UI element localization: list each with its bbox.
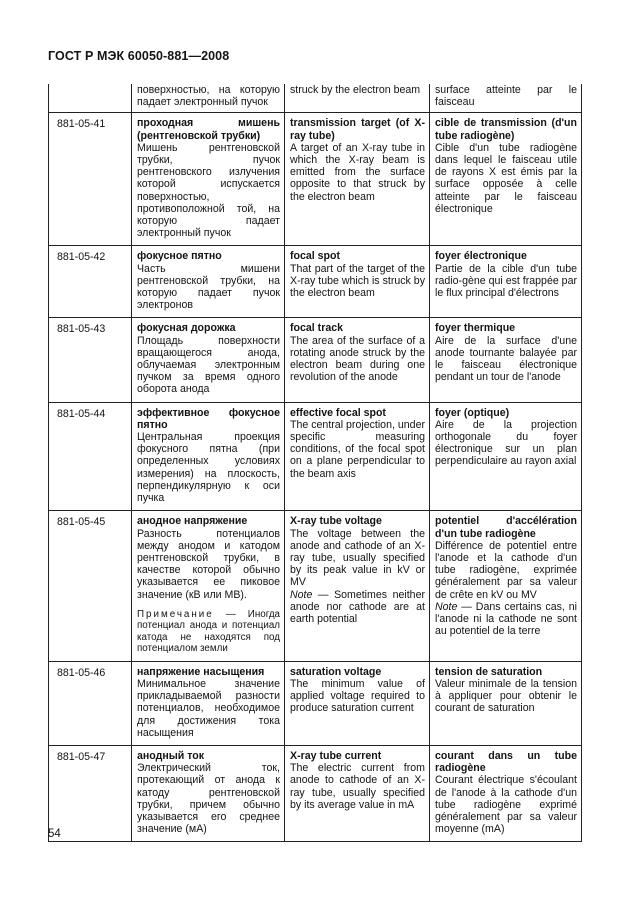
- fr-cell: [430, 246, 582, 318]
- en-note-label: Note: [290, 588, 313, 601]
- ru-definition: Часть мишени рентгеновской трубки, на которую падает пучок электронов: [137, 262, 280, 312]
- en-definition: The electric current from anode to cathode of an X-ray tube, usually specified by its average value in mA: [290, 762, 425, 811]
- page-number: 54: [48, 828, 61, 840]
- fr-cell: surface atteinte par le faisceau: [430, 84, 582, 113]
- entry-code: 881-05-46: [49, 661, 132, 745]
- ru-definition: Электрический ток, протекающий от анода к катоду рентгеновской трубки, причем обычно указывается его среднее значение (мА): [137, 762, 280, 836]
- entry-row: [49, 511, 582, 661]
- fr-cell: [430, 402, 582, 511]
- fr-cell: [430, 318, 582, 402]
- ru-term: проходная мишень (рентгеновской трубки): [137, 117, 280, 142]
- fr-definition: Cible d'un tube radiogène dans lequel le faisceau utile de rayons X est émis par la surface opposée à celle atteinte par le faisceau électronique: [435, 141, 577, 215]
- en-definition: That part of the target of the X-ray tube which is struck by the electron beam: [290, 262, 425, 300]
- entry-row: [49, 246, 582, 318]
- fr-definition: Aire de la projection orthogonale du foyer électronique sur un plan perpendiculaire au rayon axial: [435, 418, 577, 468]
- fr-cell: [430, 511, 582, 661]
- en-cell: struck by the electron beam: [285, 84, 430, 113]
- entry-code: 881-05-42: [49, 246, 132, 318]
- en-note-text: — Sometimes neither anode nor cathode are at earth potential: [290, 588, 425, 625]
- ru-cell: [132, 661, 285, 745]
- fr-term: tension de saturation: [435, 665, 543, 678]
- fr-term: cible de transmission (d'un tube radiogène): [435, 117, 577, 142]
- ru-cell: [132, 113, 285, 246]
- ru-definition: Минимальное значение прикладываемой разности потенциалов, необходимое для достижения тока насыщения: [137, 677, 280, 739]
- ru-term: анодное напряжение: [137, 515, 248, 528]
- fr-term: foyer thermique: [435, 322, 516, 335]
- en-definition: The minimum value of applied voltage required to produce saturation current: [290, 677, 425, 715]
- entry-code: 881-05-41: [49, 113, 132, 246]
- en-definition: The area of the surface of a rotating anode struck by the electron beam during one revolution of the anode: [290, 334, 425, 384]
- fr-term: courant dans un tube radiogène: [435, 749, 577, 775]
- en-term: effective focal spot: [290, 406, 386, 419]
- ru-term: эффективное фокусное пятно: [137, 406, 280, 431]
- en-cell: [285, 402, 430, 511]
- ru-cell: поверхностью, на которую падает электронный пучок: [132, 84, 285, 113]
- en-definition: The voltage between the anode and cathode of an X-ray tube, usually specified by its peak value in kV or MV: [290, 527, 425, 589]
- fr-note: [435, 601, 577, 638]
- en-definition: The central projection, under specific measuring conditions, of the focal spot on a plane perpendicular to the beam axis: [290, 418, 425, 480]
- ru-cell: [132, 745, 285, 841]
- entry-row: [49, 661, 582, 745]
- fr-definition: Courant électrique s'écoulant de l'anode à la cathode d'un tube radiogène exprimé généralement par sa valeur moyenne (mA): [435, 774, 577, 836]
- en-term: X-ray tube current: [290, 749, 382, 762]
- ru-note-text: — Иногда потенциал анода и потенциал катода не находятся под потенциалом земли: [137, 608, 280, 655]
- en-term: X-ray tube voltage: [290, 515, 382, 528]
- entry-row: [49, 745, 582, 841]
- ru-term: фокусное пятно: [137, 250, 222, 263]
- continuation-row: [49, 84, 582, 113]
- fr-term: foyer électronique: [435, 250, 527, 263]
- fr-note-text: — Dans certains cas, ni l'anode ni la cathode ne sont au potentiel de la terre: [435, 600, 577, 638]
- terminology-table: [48, 84, 582, 842]
- document-header: ГОСТ Р МЭК 60050-881—2008: [48, 49, 230, 63]
- entry-row: [49, 113, 582, 246]
- fr-cell: [430, 113, 582, 246]
- fr-definition: Différence de potentiel entre l'anode et la cathode d'un tube radiogène, exprimée généralement par sa valeur de crête en kV ou MV: [435, 539, 577, 601]
- fr-note-label: Note: [435, 600, 458, 613]
- entry-code: 881-05-45: [49, 511, 132, 661]
- ru-term: напряжение насыщения: [137, 665, 265, 678]
- en-term: saturation voltage: [290, 665, 382, 678]
- ru-cell: [132, 402, 285, 511]
- ru-definition: Центральная проекция фокусного пятна (при определенных условиях измерения) на плоскость, перпендикулярную к оси пучка: [137, 431, 280, 505]
- entry-row: [49, 318, 582, 402]
- en-cell: [285, 246, 430, 318]
- entry-code: 881-05-44: [49, 402, 132, 511]
- ru-note: [137, 609, 280, 655]
- fr-cell: [430, 661, 582, 745]
- fr-term: potentiel d'accélération d'un tube radiogène: [435, 515, 577, 540]
- entry-row: [49, 402, 582, 511]
- code-cell: [49, 84, 132, 113]
- ru-definition: Разность потенциалов между анодом и катодом рентгеновской трубки, в качестве которой обычно указывается ее пиковое значение (кВ или МВ).: [137, 527, 280, 601]
- en-cell: [285, 511, 430, 661]
- ru-definition: Площадь поверхности вращающегося анода, облучаемая электронным пучком за время одного оборота анода: [137, 334, 280, 396]
- fr-definition: Partie de la cible d'un tube radio-gène qui est frappée par le flux principal d'électrons: [435, 262, 577, 300]
- fr-definition: Aire de la surface d'une anode tournante balayée par le faisceau électronique pendant un tour de l'anode: [435, 334, 577, 384]
- ru-term: фокусная дорожка: [137, 322, 236, 335]
- ru-cell: [132, 511, 285, 661]
- en-cell: [285, 113, 430, 246]
- en-term: transmission target (of X-ray tube): [290, 117, 425, 142]
- en-cell: [285, 745, 430, 841]
- entry-code: 881-05-43: [49, 318, 132, 402]
- fr-definition: Valeur minimale de la tension à appliquer pour obtenir le courant de saturation: [435, 677, 577, 715]
- fr-cell: [430, 745, 582, 841]
- ru-term: анодный ток: [137, 749, 205, 762]
- en-cell: [285, 318, 430, 402]
- en-definition: A target of an X-ray tube in which the X-ray beam is emitted from the surface opposite to that struck by the electron beam: [290, 141, 425, 203]
- ru-note-label: Примечание: [137, 608, 214, 620]
- en-note: [290, 589, 425, 626]
- ru-cell: [132, 246, 285, 318]
- ru-cell: [132, 318, 285, 402]
- fr-term: foyer (optique): [435, 406, 510, 419]
- en-term: focal spot: [290, 250, 341, 263]
- en-term: focal track: [290, 322, 343, 335]
- en-cell: [285, 661, 430, 745]
- entry-code: 881-05-47: [49, 745, 132, 841]
- ru-definition: Мишень рентгеновской трубки, пучок рентгеновского излучения которой испускается поверхностью, противоположной той, на которую падает электронный пучок: [137, 141, 280, 240]
